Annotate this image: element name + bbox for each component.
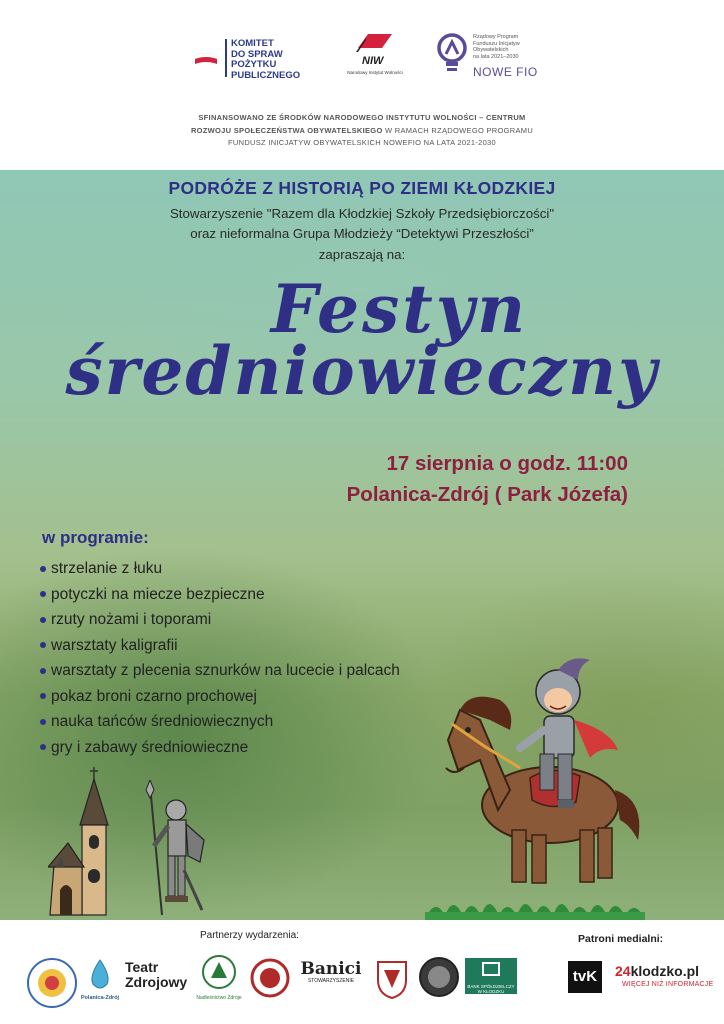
list-item	[40, 658, 400, 684]
niw-flag-icon	[352, 30, 398, 68]
water-drop-icon	[87, 958, 113, 990]
komitet-line-2: DO SPRAW	[231, 48, 283, 60]
program-item-text: strzelanie z łuku	[51, 560, 163, 577]
organizers-line-2: oraz nieformalna Grupa Młodzieży “Detektywi Przeszłości”	[190, 226, 534, 241]
round-seal-logo	[418, 956, 460, 998]
fio-line-1: Rządowy Program	[473, 34, 519, 40]
church-illustration	[48, 765, 128, 920]
banici-sub: STOWARZYSZENIE	[307, 978, 355, 984]
organizers-line-1: Stowarzyszenie "Razem dla Kłodzkiej Szkoły Przedsiębiorczości"	[169, 206, 555, 221]
teatr-name-1: Teatr	[125, 959, 159, 975]
series-title: PODRÓŻE Z HISTORIĄ PO ZIEMI KŁODZKIEJ	[168, 178, 556, 198]
fio-name: NOWE FIO	[473, 65, 538, 79]
bullet-icon	[40, 566, 46, 572]
komitet-line-4: PUBLICZNEGO	[231, 69, 301, 81]
program-item-text: nauka tańców średniowiecznych	[51, 713, 274, 730]
bank-logo	[465, 958, 517, 994]
bullet-icon	[40, 642, 46, 648]
list-item	[40, 582, 400, 608]
event-title-line-2: średniowieczny	[65, 332, 659, 410]
24klodzko-tagline: WIĘCEJ NIŻ INFORMACJE	[622, 981, 714, 988]
bullet-icon	[40, 591, 46, 597]
forest-emblem-icon	[201, 954, 237, 990]
knight-on-horse-illustration	[440, 650, 650, 895]
fio-line-3: Obywatelskich	[473, 47, 509, 53]
list-item	[40, 556, 400, 582]
list-item	[40, 633, 400, 659]
invite-text: zapraszają na:	[318, 247, 406, 262]
program-item-text: warsztaty kaligrafii	[51, 636, 178, 654]
association-logo	[25, 956, 79, 1010]
program-list	[40, 556, 400, 760]
k24-name: klodzko.pl	[630, 963, 700, 979]
event-date: 17 sierpnia o godz. 11:00	[386, 452, 628, 475]
coat-of-arms-logo	[372, 956, 412, 1000]
event-place: Polanica-Zdrój ( Park Józefa)	[346, 483, 628, 506]
teatr-zdrojowy-logo	[125, 960, 187, 990]
list-item	[40, 607, 400, 633]
teatr-name-2: Zdrojowy	[125, 974, 188, 990]
funding-line-2-bold: ROZWOJU SPOŁECZEŃSTWA OBYWATELSKIEGO	[190, 125, 383, 135]
funding-line-1: SFINANSOWANO ZE ŚRODKÓW NARODOWEGO INSTYTUTU WOLNOŚCI – CENTRUM	[198, 113, 526, 122]
banici-name: Banici	[300, 959, 362, 979]
niw-logo	[340, 30, 410, 86]
komitet-logo	[190, 35, 320, 85]
fio-line-4: na lata 2021–2030	[473, 53, 519, 60]
niw-name: Narodowy Instytut Wolności	[347, 70, 403, 75]
polanica-name: Polanica-Zdrój	[80, 995, 120, 1001]
partners-label: Partnerzy wydarzenia:	[200, 930, 299, 941]
funder-logos	[190, 30, 560, 90]
bullet-icon	[40, 744, 46, 750]
funding-header	[0, 0, 724, 170]
bank-name: BANK SPÓŁDZIELCZY W KŁODZKU	[467, 984, 515, 994]
knight-illustration	[140, 780, 215, 920]
event-title-line-1: Festyn	[270, 270, 529, 348]
program-item-text: rzuty nożami i toporami	[51, 611, 212, 628]
nadlesnictwo-name: Nadleśnictwo Zdroje	[196, 995, 242, 1001]
funding-notice	[0, 112, 724, 150]
bullet-icon	[40, 719, 46, 725]
list-item	[40, 735, 400, 761]
svg-text:NIW: NIW	[362, 55, 384, 67]
polish-flag-icon	[195, 53, 217, 65]
bullet-icon	[40, 693, 46, 699]
poster-body	[0, 170, 724, 920]
program-item-text: warsztaty z plecenia sznurków na lucecie i palcach	[51, 662, 400, 679]
bullet-icon	[40, 668, 46, 674]
tvk-logo: tvK	[568, 961, 602, 993]
patrons-label: Patroni medialni:	[578, 933, 664, 945]
komitet-line-3: POŻYTKU	[231, 59, 277, 70]
fio-line-2: Funduszu Inicjatyw	[473, 40, 520, 47]
24klodzko-logo	[615, 963, 699, 979]
program-title: w programie:	[42, 528, 149, 547]
k24-number: 24	[615, 963, 631, 979]
program-item-text: pokaz broni czarno prochowej	[51, 687, 257, 705]
funding-line-3: FUNDUSZ INICJATYW OBYWATELSKICH NOWEFIO NA LATA 2021-2030	[228, 138, 496, 147]
program-item-text: gry i zabawy średniowieczne	[51, 738, 249, 756]
lightbulb-icon	[435, 32, 469, 78]
komitet-line-1: KOMITET	[231, 38, 274, 49]
bank-icon	[481, 961, 501, 979]
banici-logo	[295, 960, 367, 984]
list-item	[40, 709, 400, 735]
partners-footer	[0, 920, 724, 1024]
program-item-text: potyczki na miecze bezpieczne	[51, 585, 265, 603]
ksp-emblem-logo	[250, 956, 290, 1000]
nadlesnictwo-logo	[195, 954, 243, 1001]
nowe-fio-logo	[435, 32, 555, 87]
funding-line-2-rest: W RAMACH RZĄDOWEGO PROGRAMU	[382, 125, 534, 135]
list-item	[40, 684, 400, 710]
polanica-logo	[80, 958, 120, 1001]
bullet-icon	[40, 617, 46, 623]
